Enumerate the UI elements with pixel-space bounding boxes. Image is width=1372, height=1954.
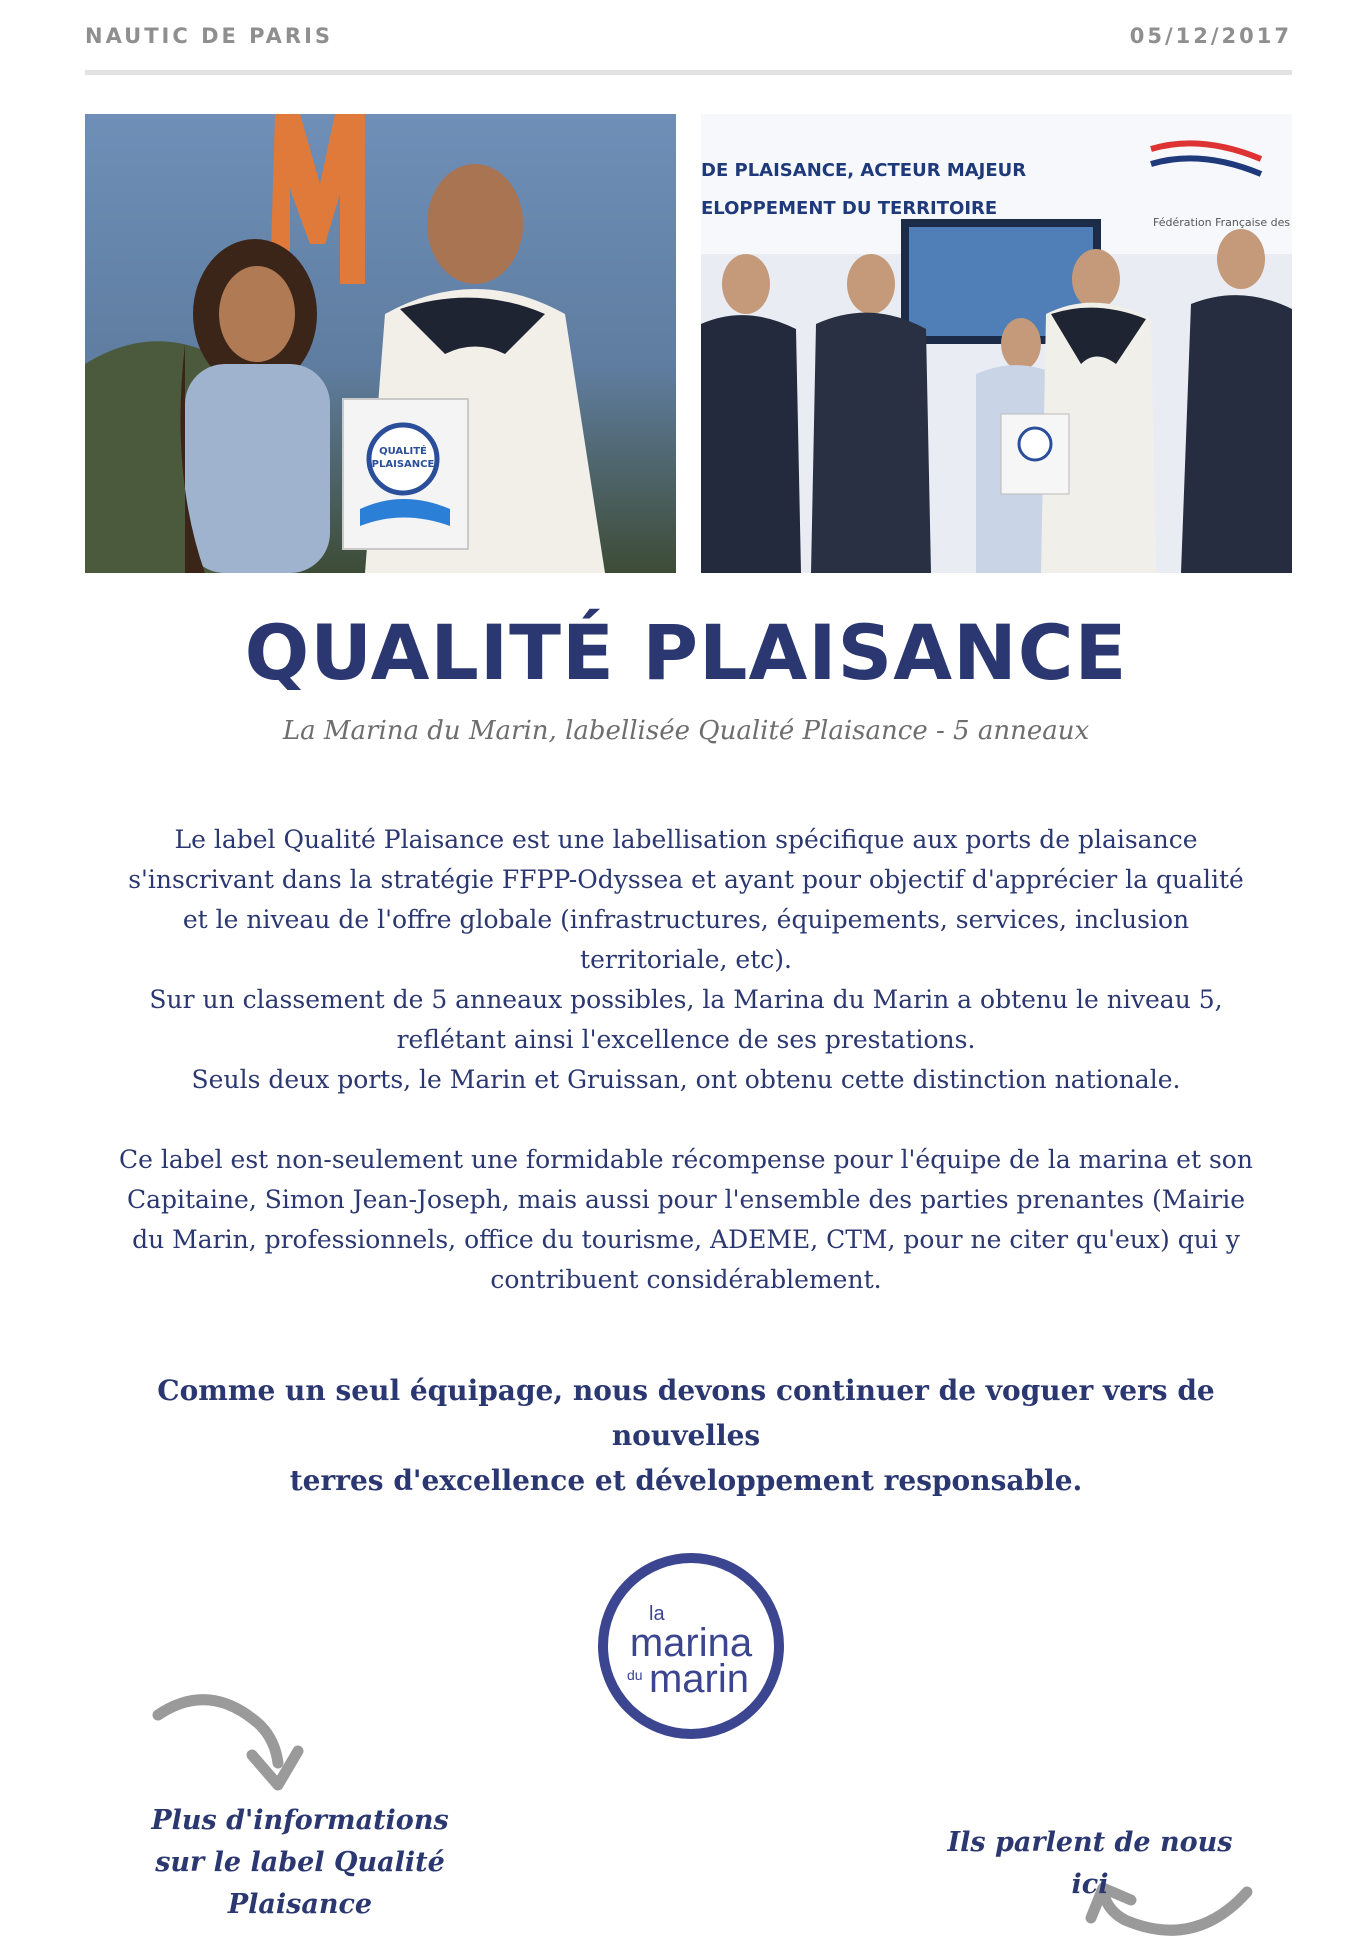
plaque-text-line1: QUALITÉ — [379, 446, 427, 457]
link-more-info-label[interactable] — [90, 1800, 510, 1926]
logo-text-du: du — [627, 1667, 643, 1683]
curved-arrow-down-icon — [150, 1685, 310, 1795]
paragraph-line: du Marin, professionnels, office du tourisme, ADEME, CTM, pour ne citer qu'eux) qui y — [132, 1225, 1240, 1254]
header-date: 05/12/2017 — [1129, 24, 1292, 48]
paragraph-line: Seuls deux ports, le Marin et Gruissan, ont obtenu cette distinction nationale. — [191, 1065, 1181, 1094]
page-subtitle: La Marina du Marin, labellisée Qualité Plaisance - 5 anneaux — [282, 716, 1090, 746]
stand-org-name: Fédération Française des — [1153, 216, 1291, 229]
paragraph-label-description — [80, 820, 1292, 1100]
callout-statement — [80, 1368, 1292, 1503]
paragraph-line: Le label Qualité Plaisance est une labellisation spécifique aux ports de plaisance — [174, 825, 1198, 854]
logo-text-marina: marina — [629, 1621, 753, 1665]
paragraph-line: Ce label est non-seulement une formidable récompense pour l'équipe de la marina et son — [119, 1145, 1253, 1174]
link-line[interactable]: sur le label Qualité Plaisance — [155, 1847, 445, 1920]
paragraph-line: territoriale, etc). — [580, 945, 792, 974]
stand-banner-line2: ELOPPEMENT DU TERRITOIRE — [701, 198, 998, 219]
paragraph-line: contribuent considérablement. — [490, 1265, 882, 1294]
callout-line: terres d'excellence et développement responsable. — [289, 1464, 1083, 1497]
logo-text-marin: marin — [648, 1657, 750, 1701]
header-event-name: NAUTIC DE PARIS — [85, 24, 334, 48]
page-title: QUALITÉ PLAISANCE — [244, 608, 1128, 697]
link-line[interactable]: Plus d'informations — [151, 1805, 449, 1836]
paragraph-line: reflétant ainsi l'excellence de ses prestations. — [396, 1025, 976, 1054]
paragraph-acknowledgement — [80, 1140, 1292, 1300]
link-press-mentions[interactable]: Ils parlent de nous ici — [947, 1827, 1233, 1900]
paragraph-line: Capitaine, Simon Jean-Joseph, mais aussi pour l'ensemble des parties prenantes (Mairie — [126, 1185, 1246, 1214]
photo-award-two-people — [85, 114, 676, 573]
marina-du-marin-logo — [597, 1552, 785, 1740]
callout-line: Comme un seul équipage, nous devons continuer de voguer vers de nouvelles — [157, 1374, 1215, 1452]
logo-text-la: la — [649, 1603, 665, 1625]
paragraph-line: s'inscrivant dans la stratégie FFPP-Odyssea et ayant pour objectif d'apprécier la qualité — [128, 865, 1244, 894]
paragraph-line: Sur un classement de 5 anneaux possibles, la Marina du Marin a obtenu le niveau 5, — [149, 985, 1223, 1014]
photo-group-at-stand — [701, 114, 1292, 573]
header-divider — [85, 70, 1292, 75]
stand-banner-line1: DE PLAISANCE, ACTEUR MAJEUR — [701, 160, 1027, 181]
plaque-text-line2: PLAISANCE — [371, 459, 435, 470]
paragraph-line: et le niveau de l'offre globale (infrastructures, équipements, services, inclusion — [182, 905, 1190, 934]
